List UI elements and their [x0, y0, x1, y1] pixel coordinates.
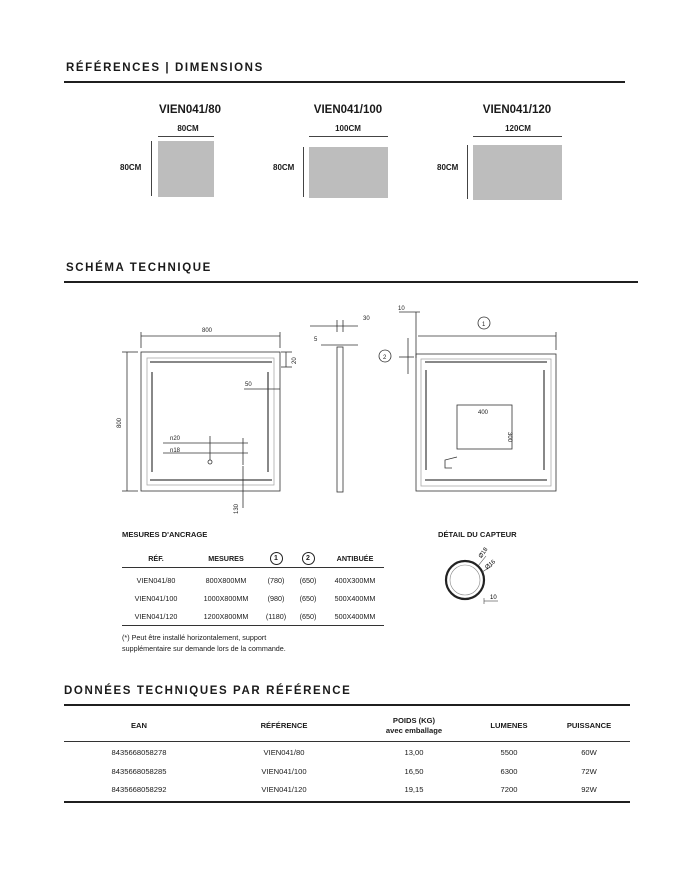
tech-header-rule: [64, 741, 630, 742]
anchor-row-1-antifog: 400X300MM: [334, 576, 376, 585]
depth-5-label: 5: [314, 337, 318, 343]
references-rule: [64, 81, 625, 83]
anchor-note-line-1: (*) Peut être installé horizontalement, support: [122, 633, 267, 642]
ref-name-2: VIEN041/100: [313, 104, 383, 116]
top-gap-label: 20: [292, 357, 298, 364]
anchor-row-2-ref: VIEN041/100: [134, 594, 178, 603]
marker-2-label: 2: [383, 355, 387, 361]
tech-header-power: PUISSANCE: [566, 721, 612, 730]
tech-header-weight-sub: avec emballage: [385, 726, 443, 735]
tech-header-weight: POIDS (KG): [392, 716, 436, 725]
anchor-row-3-antifog: 500X400MM: [334, 612, 376, 621]
anchor-header-ref: RÉF.: [148, 554, 164, 563]
anchor-row-1-ref: VIEN041/80: [136, 576, 176, 585]
tech-row-1-weight: 13,00: [404, 748, 424, 757]
front-height-label: 800: [117, 417, 123, 428]
ref-name-1: VIEN041/80: [158, 104, 221, 116]
anchor-header-rule: [122, 567, 384, 568]
anchor-row-2-measures: 1000X800MM: [203, 594, 249, 603]
ref-width-line-3: [473, 136, 562, 137]
hole-20-label: n20: [170, 436, 181, 442]
tech-row-3-ean: 8435668058292: [111, 785, 167, 794]
sensor-d10: 10: [490, 595, 497, 601]
tech-row-1-ref: VIEN041/80: [263, 748, 305, 757]
marker-1-label: 1: [482, 322, 486, 328]
anchor-row-1-m1: (780): [267, 576, 285, 585]
anchor-bottom-rule: [122, 625, 384, 626]
references-section-title: RÉFÉRENCES | DIMENSIONS: [66, 62, 264, 74]
anchor-header-marker-1: 1: [270, 552, 283, 565]
anchor-row-1-m2: (650): [299, 576, 317, 585]
sensor-detail-title: DÉTAIL DU CAPTEUR: [438, 530, 517, 539]
tech-row-2-weight: 16,50: [404, 767, 424, 776]
anchor-row-3-measures: 1200X800MM: [203, 612, 249, 621]
tech-row-1-power: 60W: [581, 748, 597, 757]
mirror-thumb-2: [309, 147, 388, 198]
back-10-label: 10: [398, 306, 405, 312]
mirror-thumb-1: [158, 141, 214, 197]
tech-row-1-ean: 8435668058278: [111, 748, 167, 757]
ref-width-3: 120CM: [505, 124, 531, 133]
anchor-row-2-m1: (980): [267, 594, 285, 603]
ref-width-1: 80CM: [177, 124, 199, 133]
anchor-row-3-ref: VIEN041/120: [134, 612, 178, 621]
anchor-table-title: MESURES D'ANCRAGE: [122, 530, 208, 539]
anchor-row-2-m2: (650): [299, 594, 317, 603]
ref-height-line-1: [151, 141, 152, 196]
ref-height-1: 80CM: [120, 163, 142, 172]
ref-width-2: 100CM: [335, 124, 361, 133]
hole-18-label: n18: [170, 448, 181, 454]
tech-header-lumens: LUMENES: [490, 721, 528, 730]
anchor-header-marker-2: 2: [302, 552, 315, 565]
box-width-label: 400: [478, 410, 489, 416]
anchor-header-measures: MESURES: [208, 554, 244, 563]
bottom-gap-label: 130: [234, 503, 240, 514]
tech-row-2-lumens: 6300: [500, 767, 518, 776]
ref-name-3: VIEN041/120: [482, 104, 552, 116]
tech-row-3-lumens: 7200: [500, 785, 518, 794]
front-width-label: 800: [202, 328, 213, 334]
tech-row-2-ean: 8435668058285: [111, 767, 167, 776]
anchor-row-1-measures: 800X800MM: [205, 576, 247, 585]
tech-row-1-lumens: 5500: [500, 748, 518, 757]
tech-row-3-ref: VIEN041/120: [261, 785, 307, 794]
ref-height-3: 80CM: [437, 163, 459, 172]
tech-data-table: [64, 708, 630, 804]
schema-section-title: SCHÉMA TECHNIQUE: [66, 262, 212, 274]
tech-bottom-rule: [64, 801, 630, 803]
tech-header-ean: EAN: [130, 721, 148, 730]
ref-width-line-1: [158, 136, 214, 137]
sensor-diagram: [438, 542, 518, 612]
depth-30-label: 30: [363, 316, 370, 322]
anchor-row-3-m2: (650): [299, 612, 317, 621]
technical-drawing: [0, 290, 700, 520]
anchor-table: [122, 552, 384, 632]
tech-header-reference: RÉFÉRENCE: [260, 721, 308, 730]
anchor-note-line-2: supplémentaire sur demande lors de la commande.: [122, 644, 286, 653]
side-gap-label: 50: [245, 382, 252, 388]
ref-width-line-2: [309, 136, 388, 137]
anchor-row-2-antifog: 500X400MM: [334, 594, 376, 603]
mirror-thumb-3: [473, 145, 562, 200]
anchor-row-3-m1: (1180): [265, 612, 287, 621]
schema-rule: [64, 281, 638, 283]
front-frame: [141, 352, 280, 491]
ref-height-2: 80CM: [273, 163, 295, 172]
tech-data-rule: [64, 704, 630, 706]
tech-row-2-power: 72W: [581, 767, 597, 776]
ref-height-line-2: [303, 147, 304, 197]
anchor-header-antifog: ANTIBUÉE: [336, 554, 374, 563]
tech-data-section-title: DONNÉES TECHNIQUES PAR RÉFÉRENCE: [64, 685, 352, 697]
tech-row-3-power: 92W: [581, 785, 597, 794]
ref-height-line-3: [467, 145, 468, 199]
tech-row-3-weight: 19,15: [404, 785, 424, 794]
tech-row-2-ref: VIEN041/100: [261, 767, 307, 776]
sensor-d18: Ø18: [478, 546, 490, 560]
box-height-label: 300: [506, 432, 512, 443]
sensor-d16: Ø16: [484, 559, 497, 571]
